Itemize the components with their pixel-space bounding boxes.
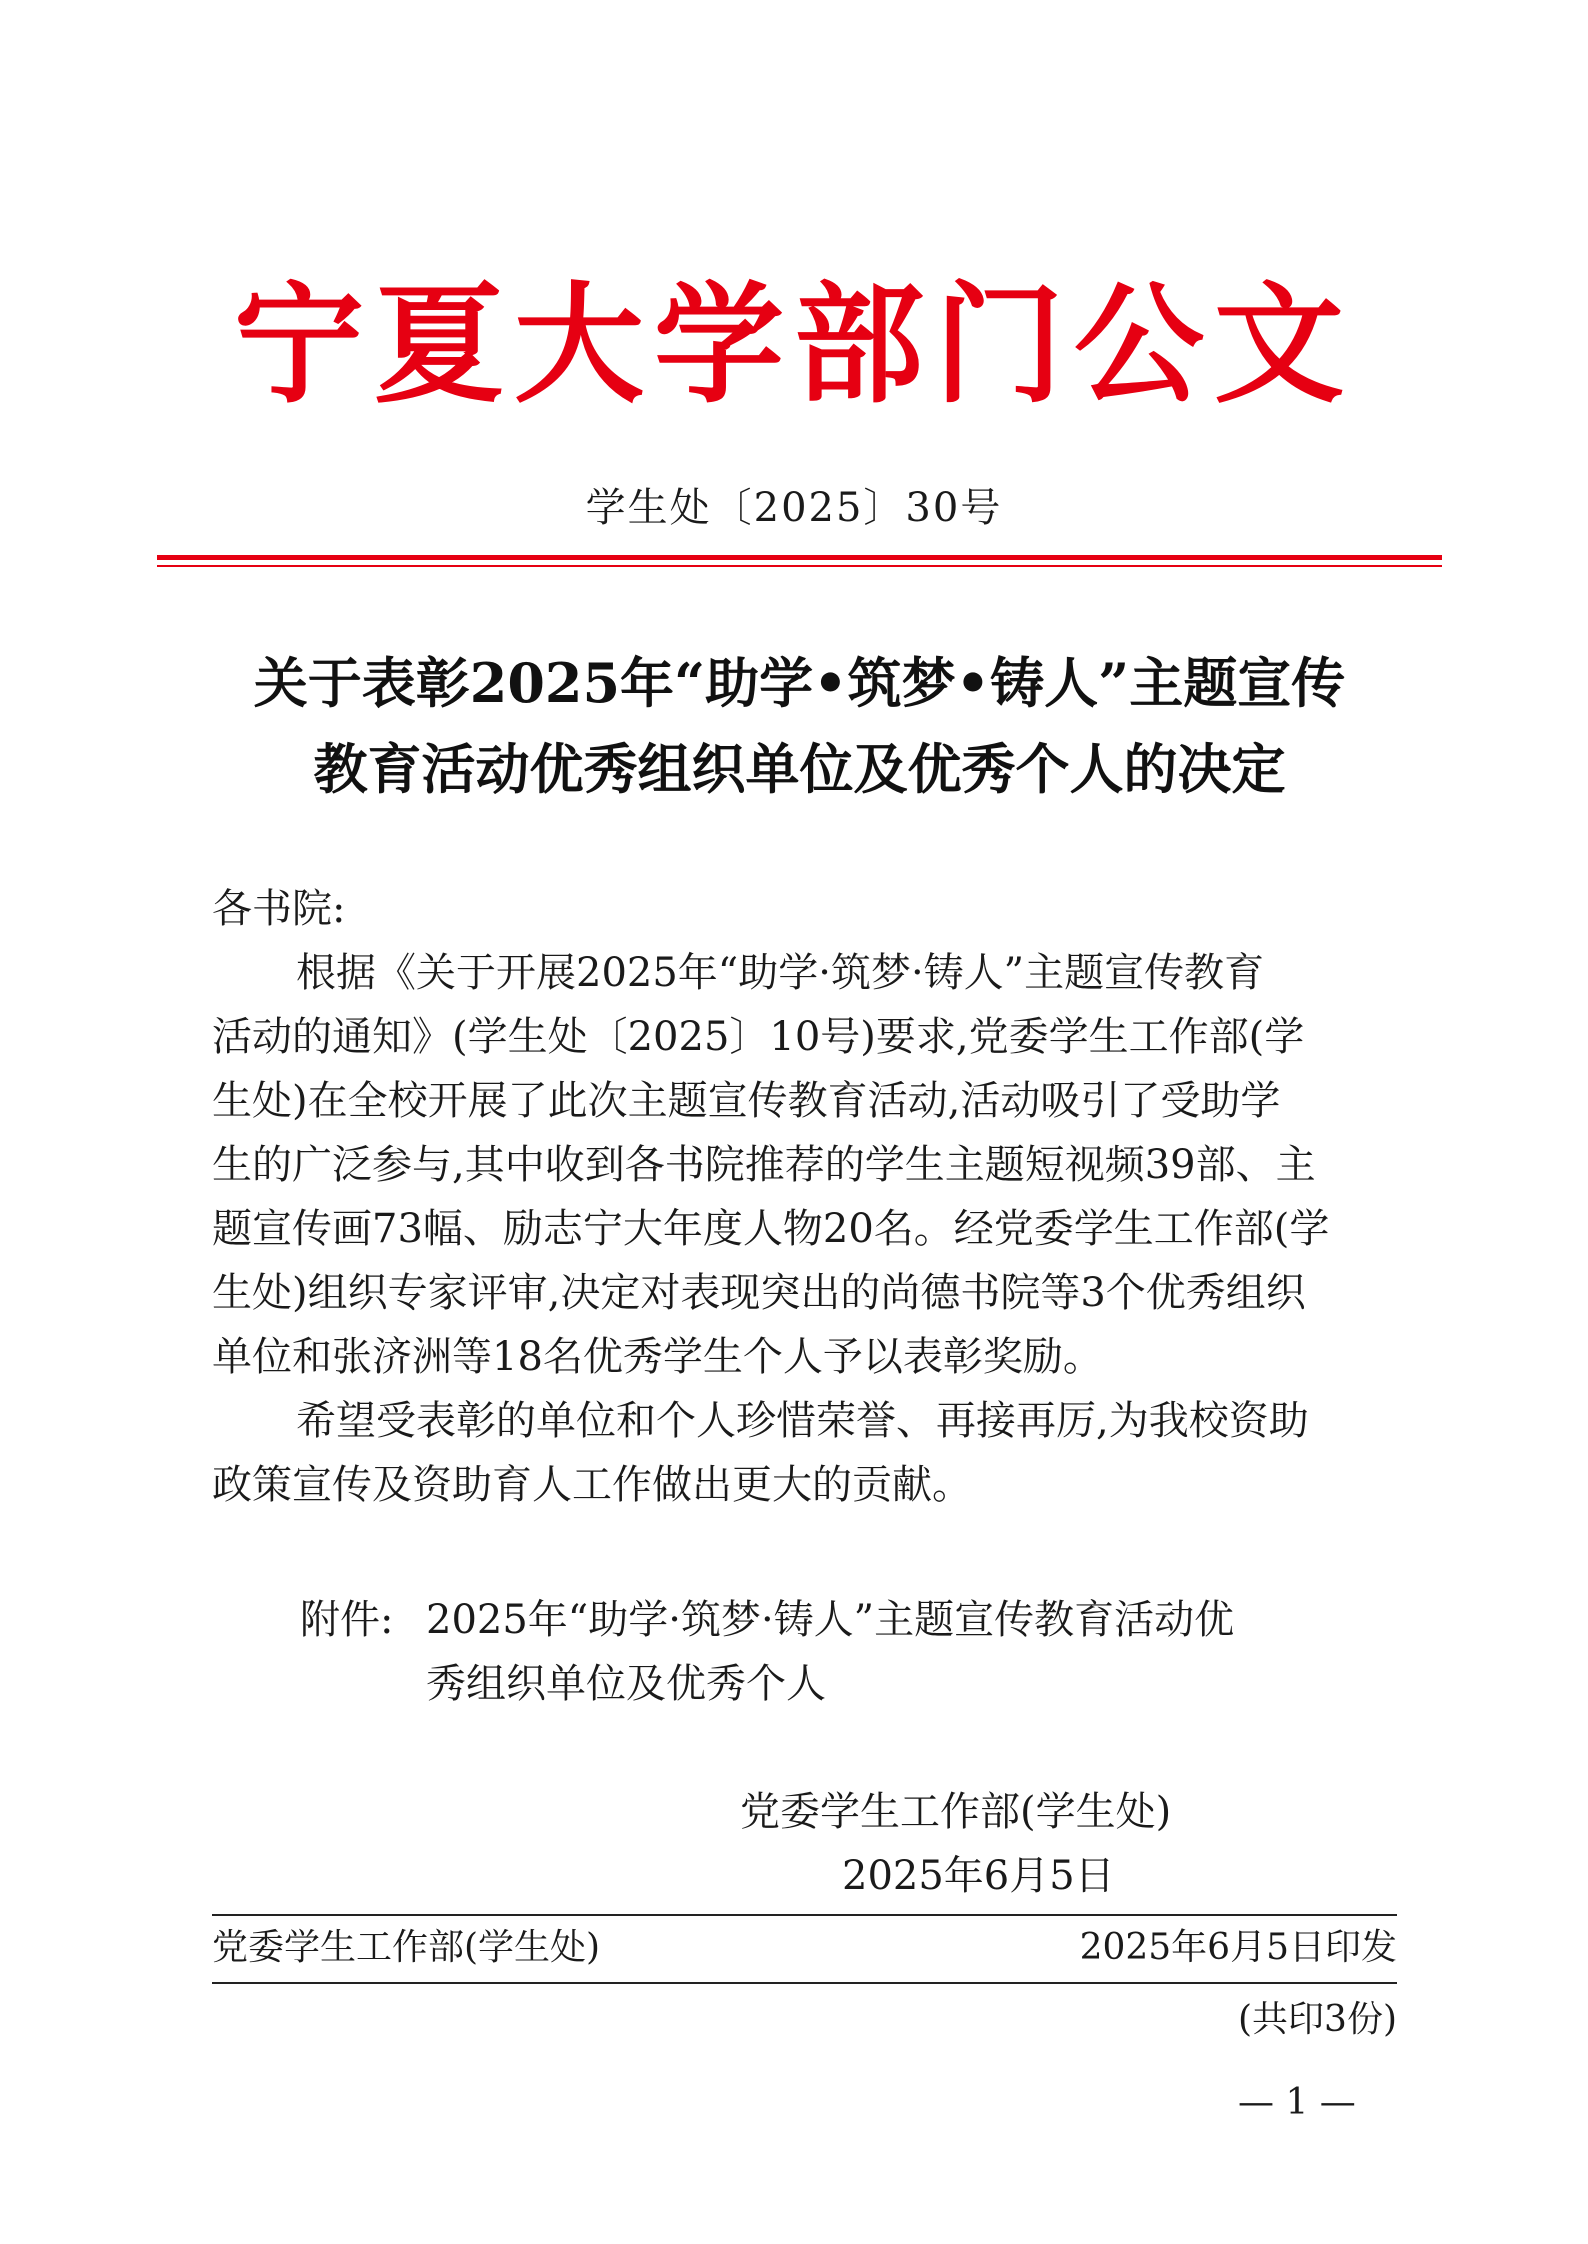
document-number: 学生处〔2025〕30号 <box>585 485 1003 531</box>
document-header-title: 宁夏大学部门公文 <box>233 268 1354 421</box>
attachment-line-1: 2025年“助学·筑梦·铸人”主题宣传教育活动优 <box>426 1597 1235 1643</box>
paragraph-1-line: 生处)组织专家评审,决定对表现突出的尚德书院等3个优秀组织 <box>212 1270 1306 1316</box>
paragraph-1-line: 生的广泛参与,其中收到各书院推荐的学生主题短视频39部、主 <box>212 1142 1316 1188</box>
signature-date: 2025年6月5日 <box>842 1853 1115 1899</box>
document-title <box>157 640 1442 812</box>
attachment-line-2: 秀组织单位及优秀个人 <box>426 1661 826 1707</box>
red-divider-thin <box>157 565 1442 567</box>
footer-print-date: 2025年6月5日印发 <box>1079 1927 1397 1968</box>
page-number: — 1 — <box>1238 2082 1356 2123</box>
paragraph-2 <box>212 1389 1392 1517</box>
footer-issuer: 党委学生工作部(学生处) <box>212 1927 601 1968</box>
footer-rule-top <box>212 1914 1397 1916</box>
paragraph-1-line: 根据《关于开展2025年“助学·筑梦·铸人”主题宣传教育 <box>296 950 1265 996</box>
title-line-1: 关于表彰2025年“助学•筑梦•铸人”主题宣传 <box>253 651 1346 715</box>
paragraph-1-line: 活动的通知》(学生处〔2025〕10号)要求,党委学生工作部(学 <box>212 1014 1305 1060</box>
footer-copies: (共印3份) <box>1238 1999 1397 2040</box>
red-divider-thick <box>157 555 1442 560</box>
paragraph-1-line: 题宣传画73幅、励志宁大年度人物20名。经党委学生工作部(学 <box>212 1206 1330 1252</box>
attachment-label: 附件: <box>300 1597 394 1643</box>
paragraph-1 <box>212 941 1392 1389</box>
title-line-2: 教育活动优秀组织单位及优秀个人的决定 <box>313 737 1286 801</box>
paragraph-2-line: 政策宣传及资助育人工作做出更大的贡献。 <box>212 1462 972 1508</box>
paragraph-1-line: 单位和张济洲等18名优秀学生个人予以表彰奖励。 <box>212 1334 1103 1380</box>
footer-rule-bottom <box>212 1982 1397 1984</box>
attachment-text <box>426 1588 1386 1716</box>
salutation: 各书院: <box>212 886 346 932</box>
paragraph-1-line: 生处)在全校开展了此次主题宣传教育活动,活动吸引了受助学 <box>212 1078 1281 1124</box>
paragraph-2-line: 希望受表彰的单位和个人珍惜荣誉、再接再厉,为我校资助 <box>296 1398 1309 1444</box>
signature-department: 党委学生工作部(学生处) <box>740 1789 1172 1835</box>
